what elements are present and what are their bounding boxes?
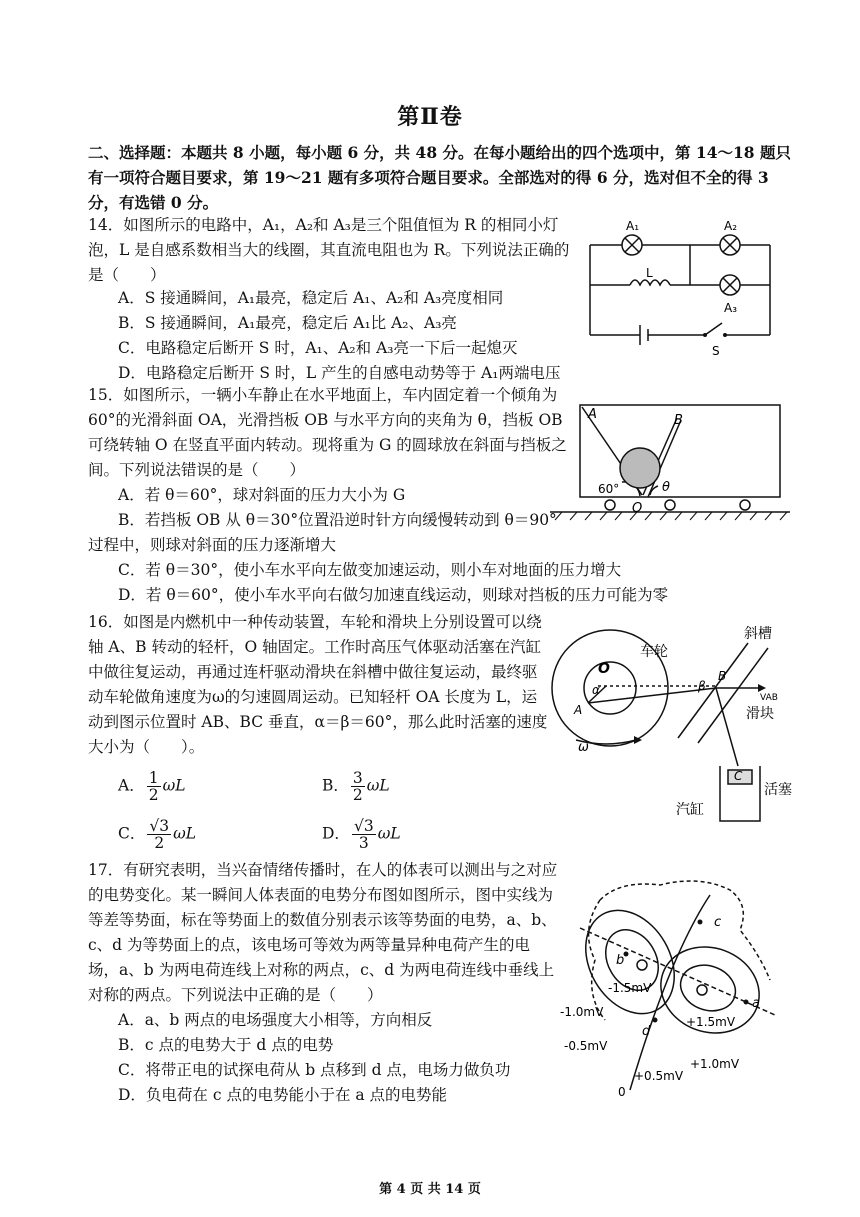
question-16-option-a: [118, 770, 186, 803]
label-o: O: [632, 501, 643, 516]
question-14-option-c: C．电路稳定后断开 S 时，A₁、A₂和 A₃亮一下后一起熄灭: [118, 339, 518, 357]
cart-incline-diagram: [550, 400, 790, 525]
denominator: 3: [358, 834, 369, 852]
negative-charge: [637, 960, 647, 970]
label-o: O: [598, 661, 610, 677]
question-17-option-d: D．负电荷在 c 点的电势能小于在 a 点的电势能: [118, 1086, 448, 1104]
denominator: 2: [352, 786, 363, 804]
wheel-right: [740, 500, 750, 510]
question-14-option-d: D．电路稳定后断开 S 时，L 产生的自感电动势等于 A₁两端电压: [118, 364, 561, 382]
label-minus-1-0mv: -1.0mV: [560, 1005, 604, 1019]
label-beta: β: [698, 679, 706, 693]
question-14-stem: 14．如图所示的电路中，A₁，A₂和 A₃是三个阻值恒为 R 的相同小灯泡，L 是自感系数相当大的线圈，其直流电阻也为 R。下列说法正确的是（ ）: [88, 216, 570, 284]
question-14-option-b: B．S 接通瞬间，A₁最亮，稳定后 A₁比 A₂、A₃亮: [118, 314, 457, 332]
fraction: [147, 818, 171, 851]
label-vab: VAB: [760, 693, 778, 703]
option-tail: ωL: [366, 776, 390, 795]
point-d: [653, 1018, 658, 1023]
denominator: 2: [148, 786, 159, 804]
label-piston: 活塞: [764, 782, 792, 798]
question-17-stem: 17．有研究表明，当兴奋情绪传播时，在人的体表可以测出与之对应的电势变化。某一瞬间人体表面的电势分布图如图所示，图中实线为等差等势面，标在等势面上的数值分别表示该等势面的电势，a、b、c、d 为等势面上的点，该电场可等效为两等量异种电荷产生的电场，a、b 为两电荷连线上对称的两点，c、d 为两电荷连线中垂线上对称的两点。下列说法中正确的是（ ）: [88, 861, 558, 1004]
option-letter: C．: [118, 824, 146, 843]
numerator: 1: [148, 769, 159, 787]
label-wheel: 车轮: [640, 644, 668, 660]
label-c: C: [734, 769, 743, 783]
question-15-option-b: B．若挡板 OB 从 θ＝30°位置沿逆时针方向缓慢转动到 θ＝90°过程中，则球对斜面的压力逐渐增大: [88, 511, 557, 554]
question-15-option-c: C．若 θ＝30°，使小车水平向左做变加速运动，则小车对地面的压力增大: [118, 561, 622, 579]
question-16-option-c: [118, 818, 196, 851]
option-tail: ωL: [162, 776, 186, 795]
label-a: a: [752, 996, 760, 1011]
numerator: 3: [352, 769, 363, 787]
label-minus-1-5mv: -1.5mV: [608, 981, 652, 995]
label-zero: 0: [618, 1085, 626, 1099]
label-d: d: [642, 1024, 651, 1039]
question-16-option-b: [322, 770, 390, 803]
label-groove: 斜槽: [744, 626, 772, 642]
wheel-middle: [665, 500, 675, 510]
label-b: B: [718, 669, 727, 683]
label-cylinder: 汽缸: [676, 802, 704, 818]
page-footer: 第 4 页 共 14 页: [379, 1182, 481, 1197]
question-15-stem: 15．如图所示，一辆小车静止在水平地面上，车内固定着一个倾角为 60°的光滑斜面 OA，光滑挡板 OB 与水平方向的夹角为 θ，挡板 OB 可绕转轴 O 在竖直平面内转动。现将重为 G 的圆球放在斜面与挡板之间。下列说法错误的是（ ）: [88, 386, 567, 479]
fraction: [352, 818, 376, 851]
question-15-option-a: A．若 θ＝60°，球对斜面的压力大小为 G: [118, 486, 406, 504]
label-alpha: α: [592, 683, 600, 697]
question-17-option-a: A．a、b 两点的电场强度大小相等，方向相反: [118, 1011, 433, 1029]
label-a: A: [574, 703, 583, 717]
label-s: S: [712, 344, 720, 358]
option-tail: ωL: [173, 824, 197, 843]
switch-pivot: [703, 333, 707, 337]
equipotential-diagram: [560, 870, 790, 1100]
fraction: [351, 770, 365, 803]
option-tail: ωL: [377, 824, 401, 843]
fraction: [147, 770, 161, 803]
question-14-option-a: A．S 接通瞬间，A₁最亮，稳定后 A₁、A₂和 A₃亮度相同: [118, 289, 504, 307]
label-omega: ω: [578, 740, 589, 755]
question-15-option-d: D．若 θ＝60°，使小车水平向右做匀加速直线运动，则球对挡板的压力可能为零: [118, 586, 669, 604]
engine-linkage-diagram: [548, 618, 798, 838]
label-a3: A₃: [724, 301, 738, 315]
positive-charge: [697, 985, 707, 995]
option-letter: D．: [322, 824, 350, 843]
numerator: √3: [353, 817, 374, 835]
option-letter: A．: [118, 776, 145, 795]
label-b: B: [674, 413, 683, 428]
denominator: 2: [154, 834, 165, 852]
label-a: A: [588, 407, 597, 422]
label-b: b: [616, 953, 625, 968]
velocity-arrow-head: [758, 684, 766, 692]
numerator: √3: [149, 817, 170, 835]
label-plus-1-0mv: +1.0mV: [690, 1057, 740, 1071]
circuit-diagram: [580, 215, 780, 365]
point-a: [744, 1000, 749, 1005]
label-a1: A₁: [626, 219, 640, 233]
page-title: 第Ⅱ卷: [397, 104, 463, 130]
label-a2: A₂: [724, 219, 738, 233]
label-theta: θ: [662, 480, 670, 495]
question-17-option-c: C．将带正电的试探电荷从 b 点移到 d 点，电场力做负功: [118, 1061, 511, 1079]
section-instructions: 二、选择题：本题共 8 小题，每小题 6 分，共 48 分。在每小题给出的四个选项中，第 14～18 题只有一项符合题目要求，第 19～21 题有多项符合题目要求。全部选对的得 6 分，选对但不全的得 3 分，有选错 0 分。: [88, 143, 791, 212]
ball: [620, 448, 660, 488]
wheel-left: [605, 500, 615, 510]
label-60-degrees: 60°: [598, 482, 620, 496]
label-plus-0-5mv: +0.5mV: [634, 1069, 684, 1083]
label-l: L: [646, 266, 653, 280]
question-17-option-b: B．c 点的电势大于 d 点的电势: [118, 1036, 334, 1054]
question-16-option-d: [322, 818, 401, 851]
switch-contact: [723, 333, 727, 337]
label-slider: 滑块: [746, 706, 774, 722]
option-letter: B．: [322, 776, 349, 795]
label-minus-0-5mv: -0.5mV: [564, 1039, 608, 1053]
label-c: c: [714, 915, 722, 930]
question-16-stem: 16．如图是内燃机中一种传动装置，车轮和滑块上分别设置可以绕轴 A、B 转动的轻杆，O 轴固定。工作时高压气体驱动活塞在汽缸中做往复运动，再通过连杆驱动滑块在斜槽中做往复运动，最终驱动车轮做角速度为ω的匀速圆周运动。已知轻杆 OA 长度为 L，运动到图示位置时 AB、BC 垂直，α＝β＝60°，那么此时活塞的速度大小为（ ）。: [88, 613, 548, 756]
point-c: [698, 920, 703, 925]
label-plus-1-5mv: +1.5mV: [686, 1015, 736, 1029]
